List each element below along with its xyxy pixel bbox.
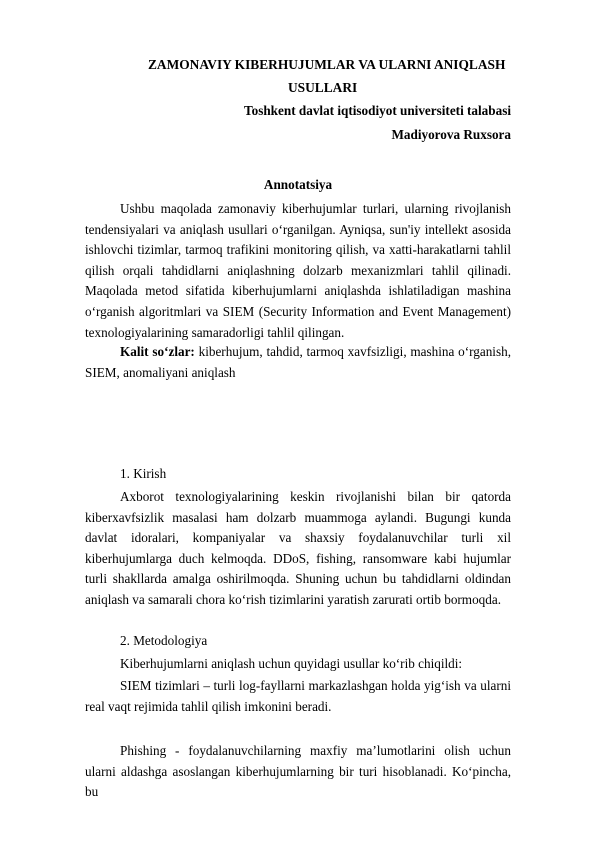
section-2-phishing: Phishing - foydalanuvchilarning maxfiy ma’lumotlarini olish uchun ularni aldashga asoslangan kiberhujumlarning bir turi hisoblanadi. Ko‘pincha, bu [85,743,511,800]
section-2-heading: 2. Metodologiya [120,633,208,648]
paper-title-line1: ZAMONAVIY KIBERHUJUMLAR VA ULARNI ANIQLASH [148,57,506,72]
section-1-text: Axborot texnologiyalarining keskin rivojlanishi bilan bir qatorda kiberxavfsizlik masalasi ham dolzarb muammoga aylandi. Bugungi kunda davlat idoralari, kompaniyalar va shaxsiy foydalanuvchilar turli xil kiberhujumlarga duch kelmoqda. DDoS, fishing, ransomware kabi hujumlar turli shakllarda amalga oshirilmoqda. Shuning uchun bu tahdidlarni oldindan aniqlash va samarali chora ko‘rish tizimlarini yaratish zarurati ortib bormoqda. [85,489,511,607]
section-2-siem: SIEM tizimlari – turli log-fayllarni markazlashgan holda yig‘ish va ularni real vaqt rejimida tahlil qilish imkonini beradi. [85,678,511,714]
author-name: Madiyorova Ruxsora [391,127,511,142]
section-1-heading: 1. Kirish [120,466,167,481]
author-affiliation: Toshkent davlat iqtisodiyot universiteti talabasi [244,103,511,118]
keywords-label: Kalit so‘zlar: [120,344,195,359]
paper-title-line2: USULLARI [288,80,358,95]
abstract-heading: Annotatsiya [263,177,333,192]
keywords-paragraph [85,342,511,383]
abstract-text: Ushbu maqolada zamonaviy kiberhujumlar turlari, ularning rivojlanish tendensiyalari va aniqlash usullari o‘rganilgan. Ayniqsa, sun'iy intellekt asosida ishlovchi tizimlar, tarmoq trafikini monitoring qilish, va xatti-harakatlarni tahlil qilish orqali tahdidlarni aniqlashning dolzarb mexanizmlari tahlil qilinadi. Maqolada metod sifatida kiberhujumlarni aniqlashda ishlatiladigan mashina o‘rganish algoritmlari va SIEM (Security Information and Event Management) texnologiyalarining samaradorligi tahlil qilingan. [85,201,511,340]
section-2-intro: Kiberhujumlarni aniqlash uchun quyidagi usullar ko‘rib chiqildi: [120,656,463,671]
keywords-text: kiberhujum, tahdid, tarmoq xavfsizligi, mashina o‘rganish, SIEM, anomaliyani aniqlash [85,344,511,380]
